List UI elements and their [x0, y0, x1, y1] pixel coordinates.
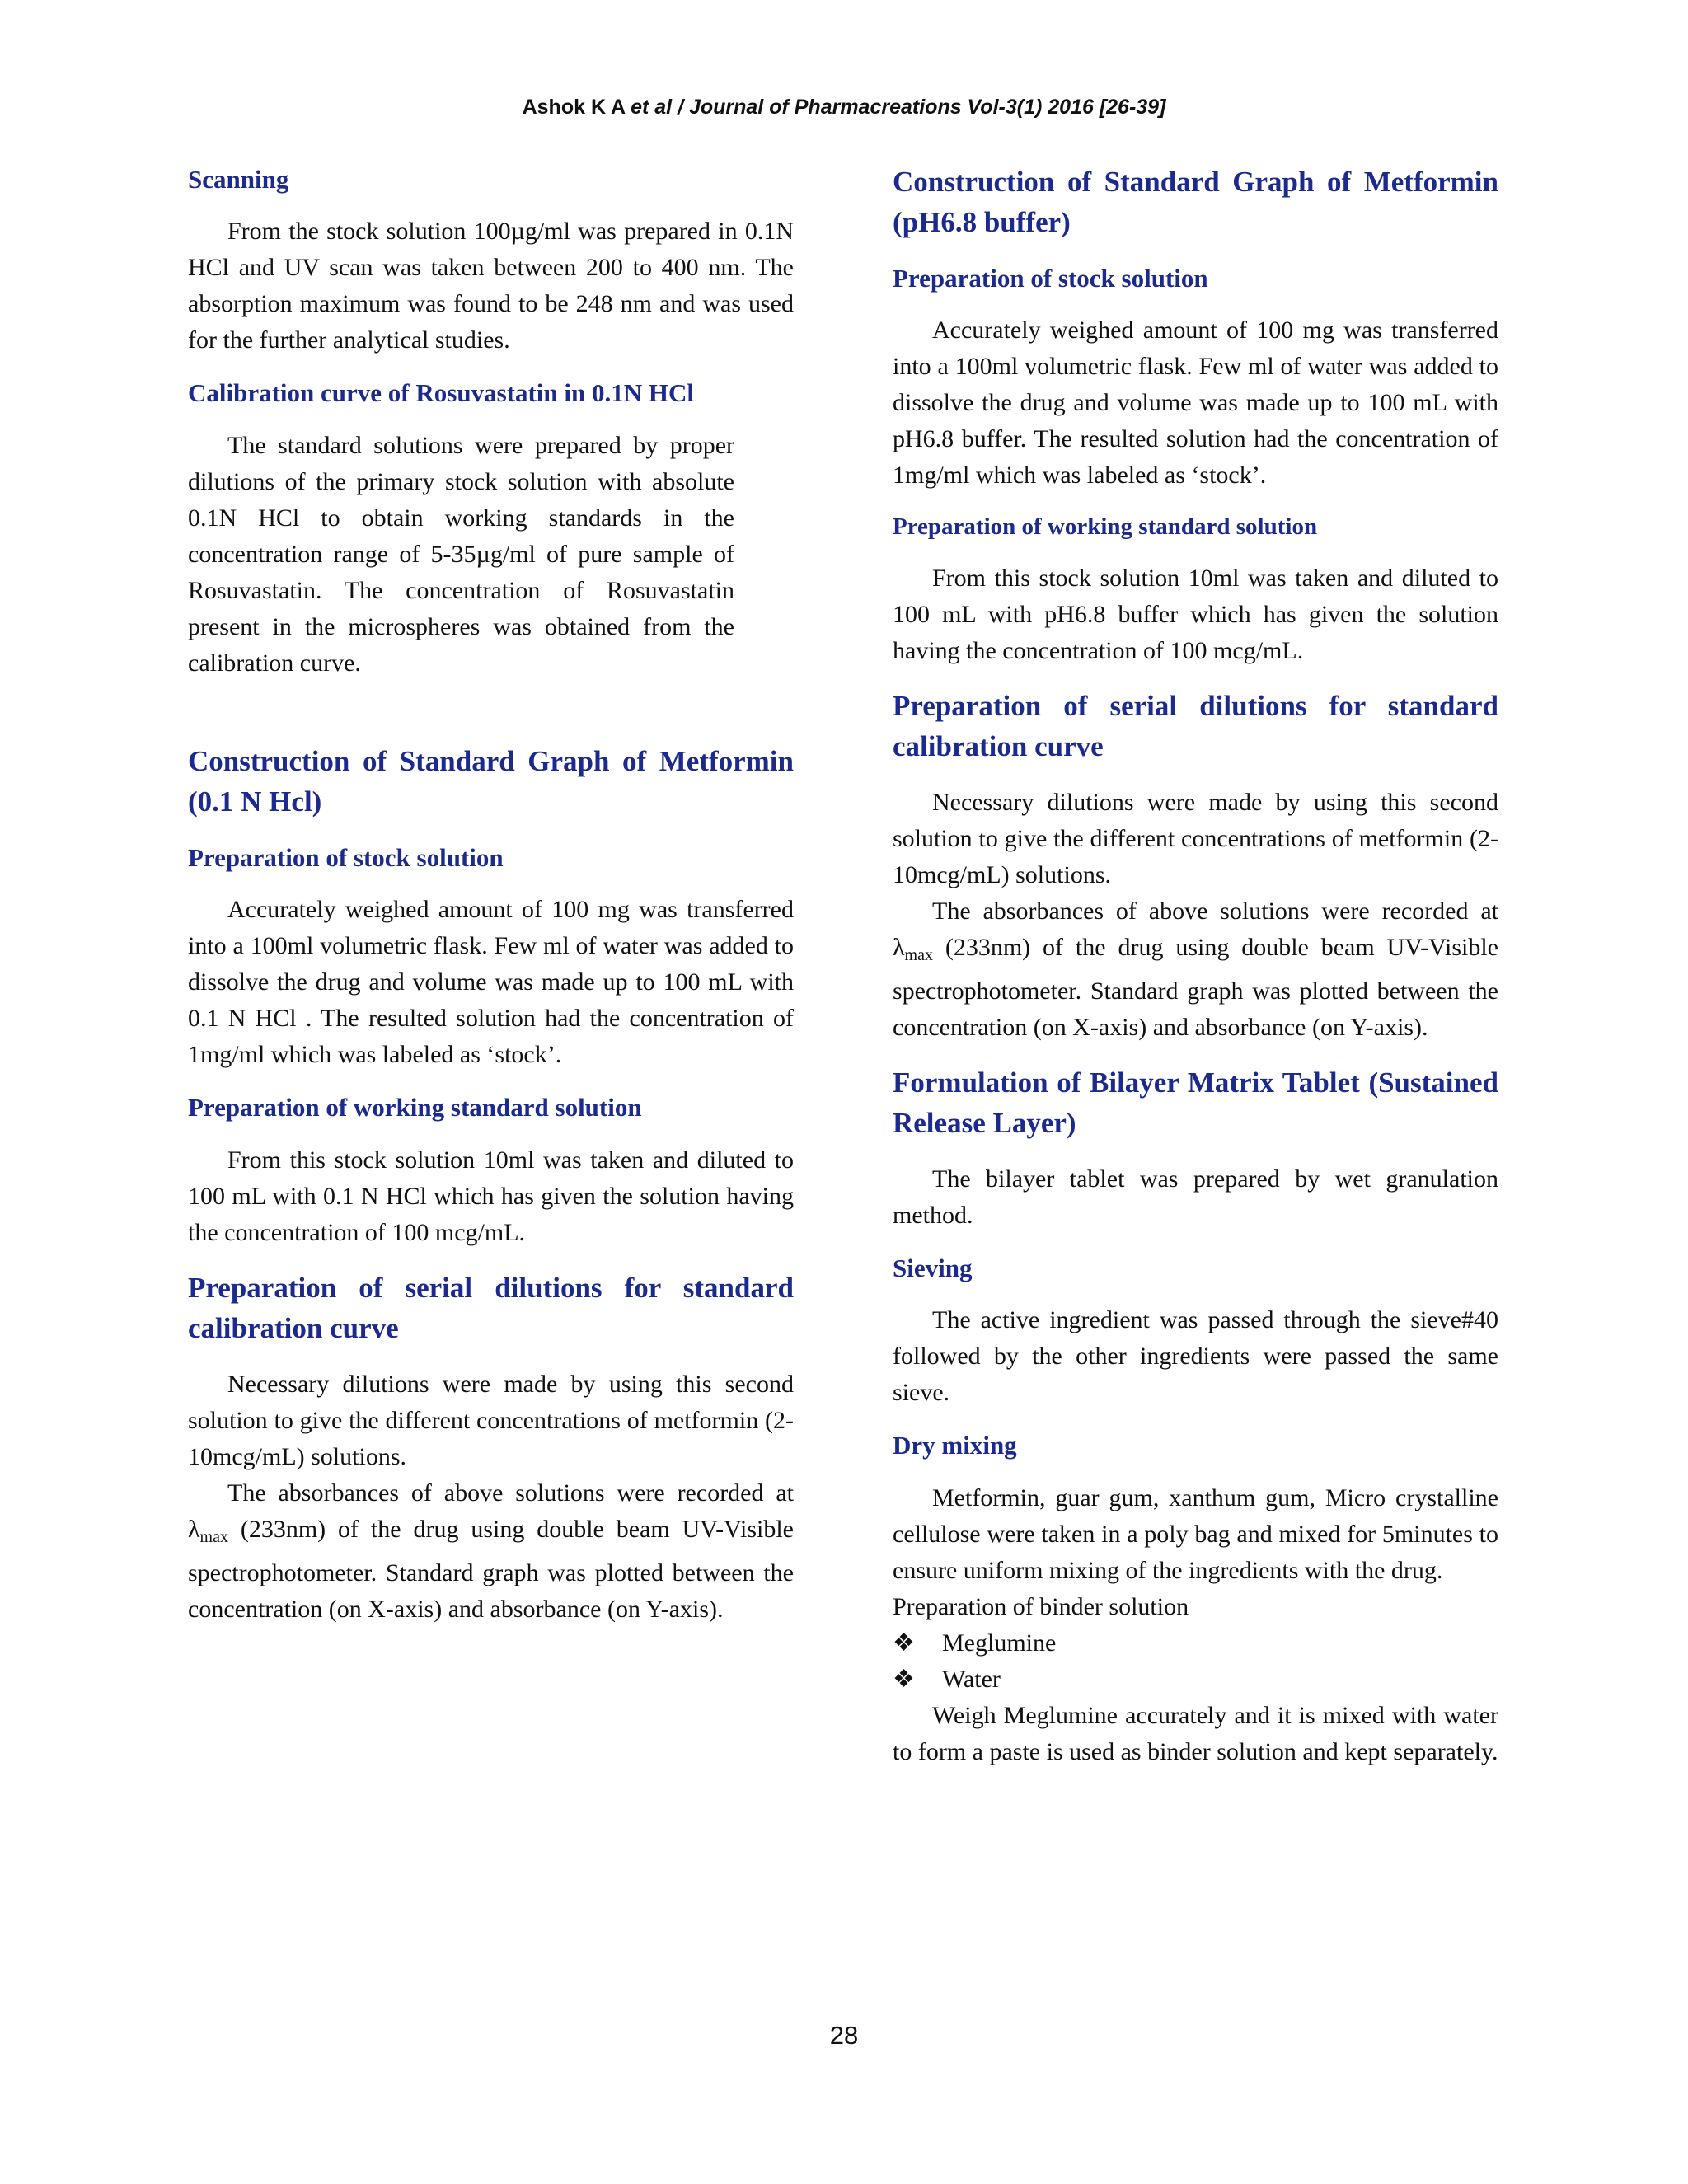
serial-text2b-right: (233nm) of the drug using double beam UV-Visible spectrophotometer. Standard graph was plotted between the concentration (on X-axis) and absorbance (on Y-axis). [893, 933, 1498, 1041]
serial-paragraph1-right: Necessary dilutions were made by using this second solution to give the different concentrations of metformin (2-10mcg/mL) solutions. [893, 788, 1498, 888]
formulation-heading: Formulation of Bilayer Matrix Tablet (Sustained Release Layer) [893, 1066, 1498, 1139]
serial-paragraph2-left [188, 1475, 794, 1628]
lambda-max-sub-right: max [904, 945, 933, 964]
serial-text2a-left: The absorbances of above solutions were recorded at λ [188, 1479, 794, 1543]
binder-label: Preparation of binder solution [893, 1592, 1189, 1620]
section-spacer [188, 698, 794, 741]
serial-heading-right: Preparation of serial dilutions for standard calibration curve [893, 689, 1498, 762]
stock-heading-left: Preparation of stock solution [188, 842, 504, 872]
diamond-bullet-icon: ❖ [893, 1665, 915, 1693]
working-heading-right: Preparation of working standard solution [893, 513, 1318, 541]
header-etal: et al [631, 96, 673, 119]
bullet-text: Water [942, 1665, 1001, 1693]
sieving-paragraph: The active ingredient was passed through the sieve#40 followed by the other ingredients were passed the same sieve. [893, 1306, 1498, 1407]
bullet-item [893, 1625, 1498, 1661]
page-number: 28 [829, 2021, 859, 2050]
header-journal: / Journal of Pharmacreations Vol-3(1) 2016 [26-39] [672, 96, 1166, 119]
serial-text2b-left: (233nm) of the drug using double beam UV-Visible spectrophotometer. Standard graph was plotted between the concentration (on X-axis) and absorbance (on Y-axis). [188, 1515, 794, 1623]
dry-mixing-heading: Dry mixing [893, 1431, 1017, 1460]
stock-paragraph-right: Accurately weighed amount of 100 mg was transferred into a 100ml volumetric flask. Few ml of water was added to dissolve the drug and volume was made up to 100 mL with pH6.8 buffer. The resulted solution had the concentration of 1mg/ml which was labeled as ‘stock’. [893, 316, 1498, 490]
construction-heading-left: Construction of Standard Graph of Metformin (0.1 N Hcl) [188, 744, 794, 818]
running-header [0, 96, 1688, 120]
serial-paragraph2-right [893, 893, 1498, 1046]
stock-paragraph-left: Accurately weighed amount of 100 mg was transferred into a 100ml volumetric flask. Few ml of water was added to dissolve the drug and volume was made up to 100 mL with 0.1 N HCl . The resulted solution had the concentration of 1mg/ml which was labeled as ‘stock’. [188, 896, 794, 1069]
sieving-heading: Sieving [893, 1253, 973, 1282]
scanning-paragraph: From the stock solution 100µg/ml was prepared in 0.1N HCl and UV scan was taken between 200 to 400 nm. The absorption maximum was found to be 248 nm and was used for the further analytical studies. [188, 218, 794, 354]
serial-text2a-right: The absorbances of above solutions were recorded at λ [893, 897, 1498, 961]
construction-heading-right: Construction of Standard Graph of Metformin (pH6.8 buffer) [893, 166, 1498, 238]
binder-paragraph: Weigh Meglumine accurately and it is mixed with water to form a paste is used as binder solution and kept separately. [893, 1701, 1498, 1765]
serial-paragraph1-left: Necessary dilutions were made by using this second solution to give the different concentrations of metformin (2-10mcg/mL) solutions. [188, 1370, 794, 1470]
right-column [893, 162, 1498, 1787]
lambda-max-sub-left: max [199, 1527, 228, 1546]
header-authors: Ashok K A [522, 96, 631, 119]
bullet-text: Meglumine [942, 1629, 1057, 1657]
bullet-item [893, 1661, 1498, 1698]
stock-heading-right: Preparation of stock solution [893, 264, 1208, 293]
working-heading-left: Preparation of working standard solution [188, 1093, 642, 1122]
diamond-bullet-icon: ❖ [893, 1629, 915, 1657]
dry-mixing-paragraph: Metformin, guar gum, xanthum gum, Micro crystalline cellulose were taken in a poly bag and mixed for 5minutes to ensure uniform mixing of the ingredients with the drug. [893, 1483, 1498, 1584]
working-paragraph-left: From this stock solution 10ml was taken and diluted to 100 mL with 0.1 N HCl which has given the solution having the concentration of 100 mcg/mL. [188, 1146, 794, 1246]
serial-heading-left: Preparation of serial dilutions for standard calibration curve [188, 1271, 794, 1344]
working-paragraph-right: From this stock solution 10ml was taken and diluted to 100 mL with pH6.8 buffer which has given the solution having the concentration of 100 mcg/mL. [893, 564, 1498, 664]
left-column [188, 162, 794, 1644]
scanning-heading: Scanning [188, 165, 289, 194]
calibration-heading: Calibration curve of Rosuvastatin in 0.1N HCl [188, 378, 694, 408]
formulation-paragraph: The bilayer tablet was prepared by wet granulation method. [893, 1165, 1498, 1229]
calibration-paragraph: The standard solutions were prepared by proper dilutions of the primary stock solution with absolute 0.1N HCl to obtain working standards in the concentration range of 5-35µg/ml of pure sample of Rosuvastatin. The concentration of Rosuvastatin present in the microspheres was obtained from the calibration curve. [188, 431, 734, 677]
